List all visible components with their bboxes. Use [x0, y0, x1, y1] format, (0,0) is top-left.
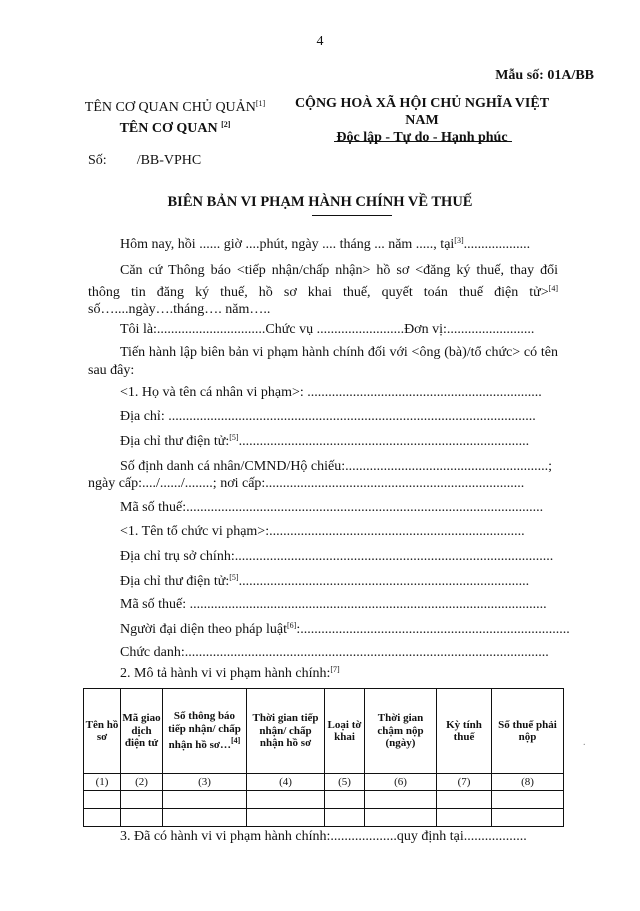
- number-cell: (7): [437, 774, 492, 791]
- table-cell[interactable]: [84, 791, 121, 809]
- table-cell[interactable]: [492, 809, 564, 827]
- table-cell[interactable]: [325, 809, 365, 827]
- table-cell[interactable]: [437, 809, 492, 827]
- line-position: Chức danh:........................................................................................................: [120, 645, 549, 660]
- line-legal-rep: [120, 621, 570, 638]
- header-cell: Thời gian tiếp nhận/ chấp nhận hồ sơ: [247, 689, 325, 774]
- header-cell: Loại tờ khai: [325, 689, 365, 774]
- table-cell[interactable]: [247, 791, 325, 809]
- table-cell[interactable]: [163, 809, 247, 827]
- number-cell: (2): [121, 774, 163, 791]
- document-title: BIÊN BẢN VI PHẠM HÀNH CHÍNH VỀ THUẾ: [167, 194, 473, 210]
- violation-table: [83, 688, 564, 827]
- today-text: Hôm nay, hồi ...... giờ ....phút, ngày .... tháng ... năm ....., tại: [120, 237, 455, 252]
- basis-tail: số…....ngày….tháng…. năm…..: [88, 302, 271, 317]
- proceed-paragraph: Tiến hành lập biên bản vi phạm hành chính đối với <ông (bà)/tổ chức> có tên sau đây:: [88, 345, 558, 378]
- table-cell[interactable]: [492, 791, 564, 809]
- table-cell[interactable]: [121, 791, 163, 809]
- line-org-email: [120, 573, 529, 590]
- note-4b: [4]: [231, 736, 241, 746]
- national-header: [278, 95, 566, 146]
- number-cell: (3): [163, 774, 247, 791]
- table-number-row: [84, 774, 564, 791]
- legal-rep-label: Người đại diện theo pháp luật: [120, 622, 288, 637]
- header-cell: Số thuế phải nộp: [492, 689, 564, 774]
- line-describe: [120, 665, 340, 682]
- note-3: [3]: [454, 236, 464, 245]
- page-number: 4: [316, 34, 324, 49]
- motto-underline: [334, 141, 512, 142]
- number-cell: (8): [492, 774, 564, 791]
- line-today: [120, 236, 530, 253]
- line-org-address: Địa chỉ trụ sở chính:...........................................................................................: [120, 549, 554, 564]
- today-tail: ...................: [463, 237, 531, 252]
- legal-rep-tail: :.............................................................................: [296, 622, 570, 637]
- note-1: [1]: [255, 99, 266, 108]
- table-row: [84, 809, 564, 827]
- number-cell: (1): [84, 774, 121, 791]
- doc-number-label: Số:: [88, 153, 107, 168]
- line-email: [120, 433, 529, 450]
- header-cell: Tên hồ sơ: [84, 689, 121, 774]
- doc-number-suffix: /BB-VPHC: [136, 153, 202, 168]
- number-cell: (4): [247, 774, 325, 791]
- table-cell[interactable]: [84, 809, 121, 827]
- table-cell[interactable]: [247, 809, 325, 827]
- note-5: [5]: [229, 433, 239, 442]
- email-tail: ...................................................................................: [238, 434, 530, 449]
- line-address: Địa chỉ: .........................................................................................................: [120, 409, 536, 424]
- org-email-label: Địa chỉ thư điện tử:: [120, 574, 230, 589]
- email-label: Địa chỉ thư điện tử:: [120, 434, 230, 449]
- line-violated: 3. Đã có hành vi vi phạm hành chính:...................quy định tại..................: [120, 829, 527, 844]
- header-cell: [163, 689, 247, 774]
- country-name: CỘNG HOÀ XÃ HỘI CHỦ NGHĨA VIỆT NAM: [294, 96, 550, 128]
- line-person-name: <1. Họ và tên cá nhân vi phạm>: ...................................................................: [120, 385, 542, 400]
- basis-paragraph: [88, 262, 558, 319]
- basis-text: Căn cứ Thông báo <tiếp nhận/chấp nhận> hồ sơ <đăng ký thuế, thay đổi thông tin đăng ký thuế, hồ sơ khai thuế, quyết toán thuế điện tử>: [88, 263, 558, 300]
- header-cell-text: Số thông báo tiếp nhận/ chấp nhận hồ sơ…: [168, 710, 241, 752]
- header-cell: Thời gian chậm nộp (ngày): [365, 689, 437, 774]
- table-cell[interactable]: [121, 809, 163, 827]
- line-id-date: ngày cấp:..../....../........; nơi cấp:..........................................................................: [88, 476, 525, 491]
- line-org-tax-code: Mã số thuế: ......................................................................................................: [120, 597, 547, 612]
- title-underline: [312, 215, 392, 216]
- note-2: [2]: [221, 120, 231, 129]
- table-cell[interactable]: [437, 791, 492, 809]
- note-7: [7]: [330, 665, 340, 674]
- table-cell[interactable]: [365, 791, 437, 809]
- number-cell: (5): [325, 774, 365, 791]
- header-cell: Mã giao dịch điện tử: [121, 689, 163, 774]
- document-number: [88, 153, 201, 169]
- table-cell[interactable]: [325, 791, 365, 809]
- form-code: Mẫu số: 01A/BB: [495, 68, 594, 83]
- table-row: [84, 791, 564, 809]
- agency-parent: TÊN CƠ QUAN CHỦ QUẢN: [84, 100, 256, 115]
- number-cell: (6): [365, 774, 437, 791]
- motto: Độc lập - Tự do - Hạnh phúc: [336, 130, 508, 145]
- note-6: [6]: [287, 621, 297, 630]
- line-org-name: <1. Tên tổ chức vi phạm>:.........................................................................: [120, 524, 525, 539]
- table-cell[interactable]: [163, 791, 247, 809]
- note-5b: [5]: [229, 573, 239, 582]
- note-4: [4]: [548, 283, 558, 293]
- margin-mark: .: [583, 737, 586, 748]
- table-cell[interactable]: [365, 809, 437, 827]
- agency-block: [80, 95, 270, 137]
- agency-name: TÊN CƠ QUAN: [119, 121, 218, 136]
- line-reporter: Tôi là:...............................Chức vụ .........................Đơn vị:.........................: [120, 322, 535, 337]
- line-id-number: Số định danh cá nhân/CMND/Hộ chiếu:..........................................................;: [120, 459, 553, 474]
- describe-label: 2. Mô tả hành vi vi phạm hành chính:: [120, 666, 331, 681]
- line-tax-code: Mã số thuế:......................................................................................................: [120, 500, 544, 515]
- header-cell: Kỳ tính thuế: [437, 689, 492, 774]
- org-email-tail: ...................................................................................: [238, 574, 530, 589]
- table-header-row: [84, 689, 564, 774]
